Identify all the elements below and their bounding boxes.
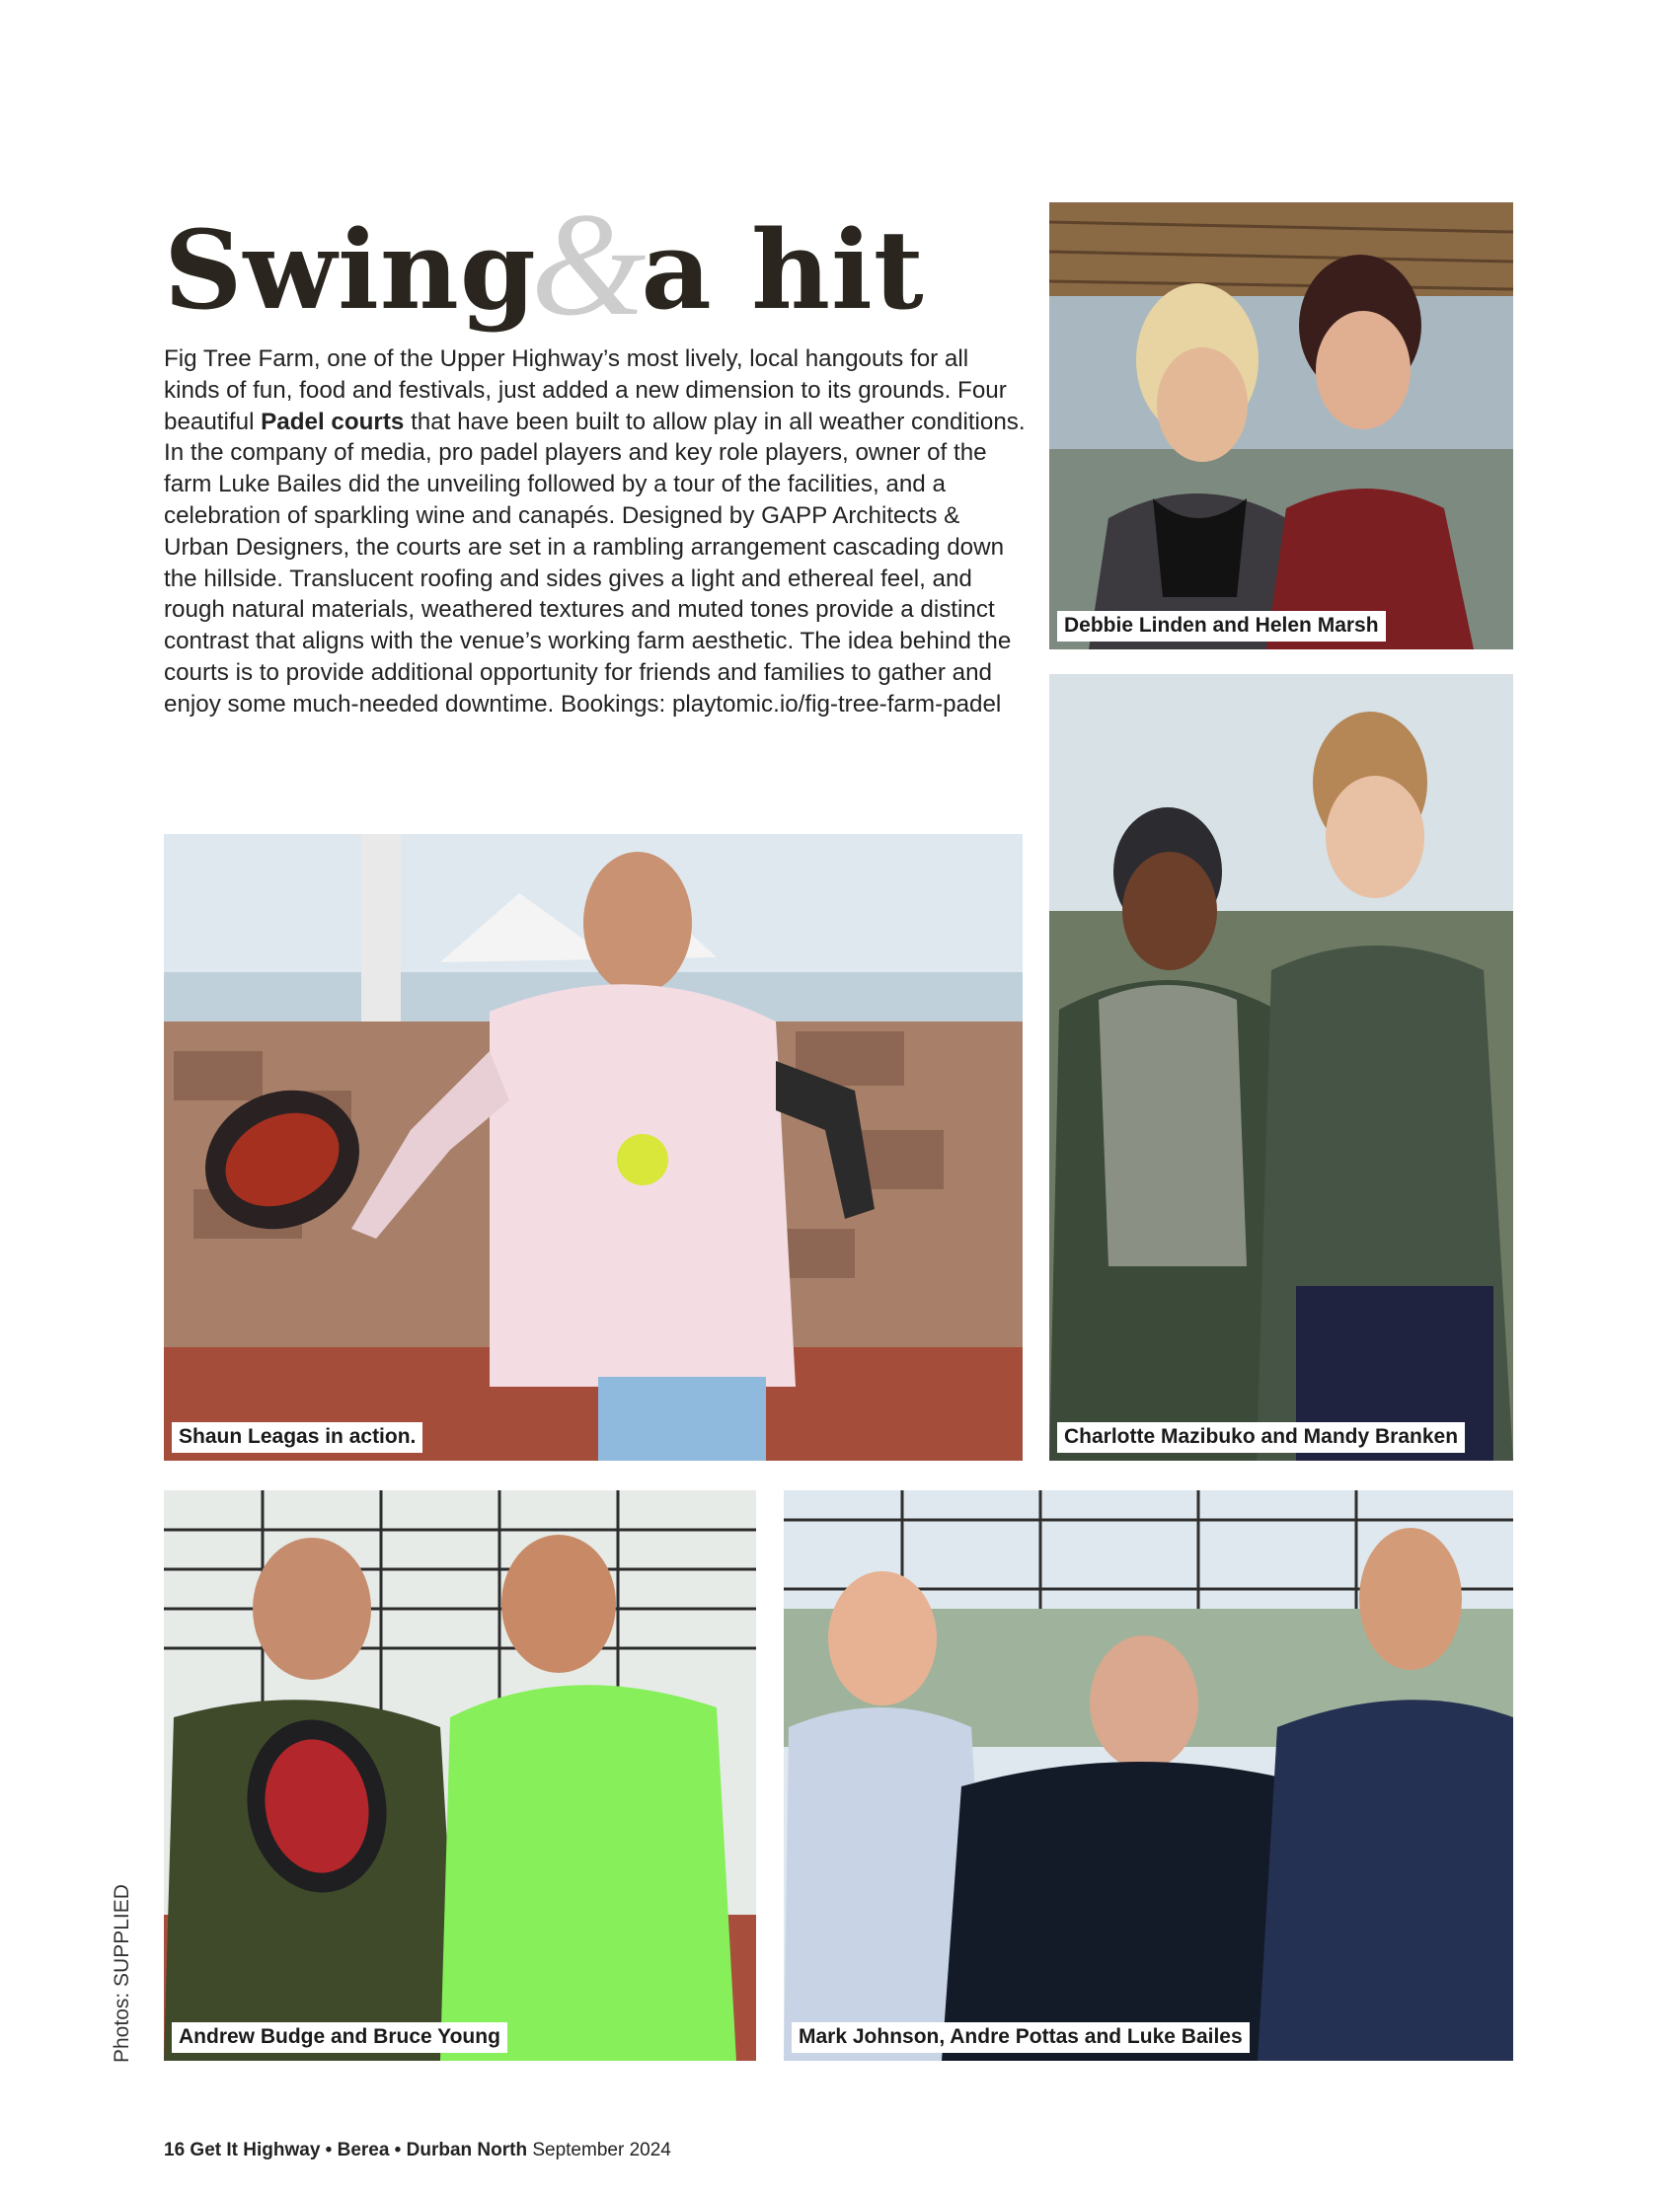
photo-caption: Andrew Budge and Bruce Young bbox=[172, 2022, 507, 2053]
photo-shaun-leagas bbox=[164, 834, 1023, 1461]
photo-mark-andre-luke-image bbox=[784, 1490, 1513, 2061]
photo-andrew-bruce bbox=[164, 1490, 756, 2061]
photo-shaun-leagas-image bbox=[164, 834, 1023, 1461]
photo-caption: Charlotte Mazibuko and Mandy Branken bbox=[1057, 1422, 1465, 1453]
title-word-a-hit: a hit bbox=[641, 206, 925, 334]
photo-andrew-bruce-image bbox=[164, 1490, 756, 2061]
body-text-intro: Fig Tree Farm, one of the Upper Highway’s most lively, local hangouts for all kinds of fun, food and festivals, just added a new dimension to its grounds. Four beautiful bbox=[164, 345, 1007, 435]
photo-debbie-helen-image bbox=[1049, 202, 1513, 649]
title-ampersand: & bbox=[530, 183, 648, 346]
photo-caption: Shaun Leagas in action. bbox=[172, 1422, 422, 1453]
photo-charlotte-mandy-image bbox=[1049, 674, 1513, 1461]
photo-mark-andre-luke bbox=[784, 1490, 1513, 2061]
issue-date: September 2024 bbox=[532, 2140, 671, 2160]
photo-credit-text: Photos: SUPPLIED bbox=[111, 1884, 133, 2063]
body-text-rest: that have been built to allow play in all weather conditions. In the company of media, pro padel players and key role players, owner of the farm Luke Bailes did the unveiling followed by a tour of the facilities, and a celebration of sparkling wine and canapés. Designed by GAPP Architects & Urban Designers, the courts are set in a rambling arrangement cascading down the hillside. Translucent roofing and sides gives a light and ethereal feel, and rough natural materials, weathered textures and muted tones provide a distinct contrast that aligns with the venue’s working farm aesthetic. The idea behind the courts is to provide additional opportunity for friends and families to gather and enjoy some much-needed downtime. Bookings: playtomic.io/fig-tree-farm-padel bbox=[164, 408, 1026, 718]
body-text-padel-courts: Padel courts bbox=[261, 408, 405, 435]
page-number: 16 bbox=[164, 2140, 186, 2160]
title-word-swing: Swing bbox=[164, 206, 537, 334]
photo-charlotte-mandy bbox=[1049, 674, 1513, 1461]
article-title bbox=[164, 183, 925, 346]
photo-caption: Mark Johnson, Andre Pottas and Luke Bailes bbox=[792, 2022, 1250, 2053]
article-body bbox=[164, 343, 1031, 720]
publication-name: Get It Highway • Berea • Durban North bbox=[190, 2140, 528, 2160]
page-footer bbox=[164, 2140, 671, 2161]
photo-caption: Debbie Linden and Helen Marsh bbox=[1057, 611, 1386, 642]
photo-debbie-helen bbox=[1049, 202, 1513, 649]
